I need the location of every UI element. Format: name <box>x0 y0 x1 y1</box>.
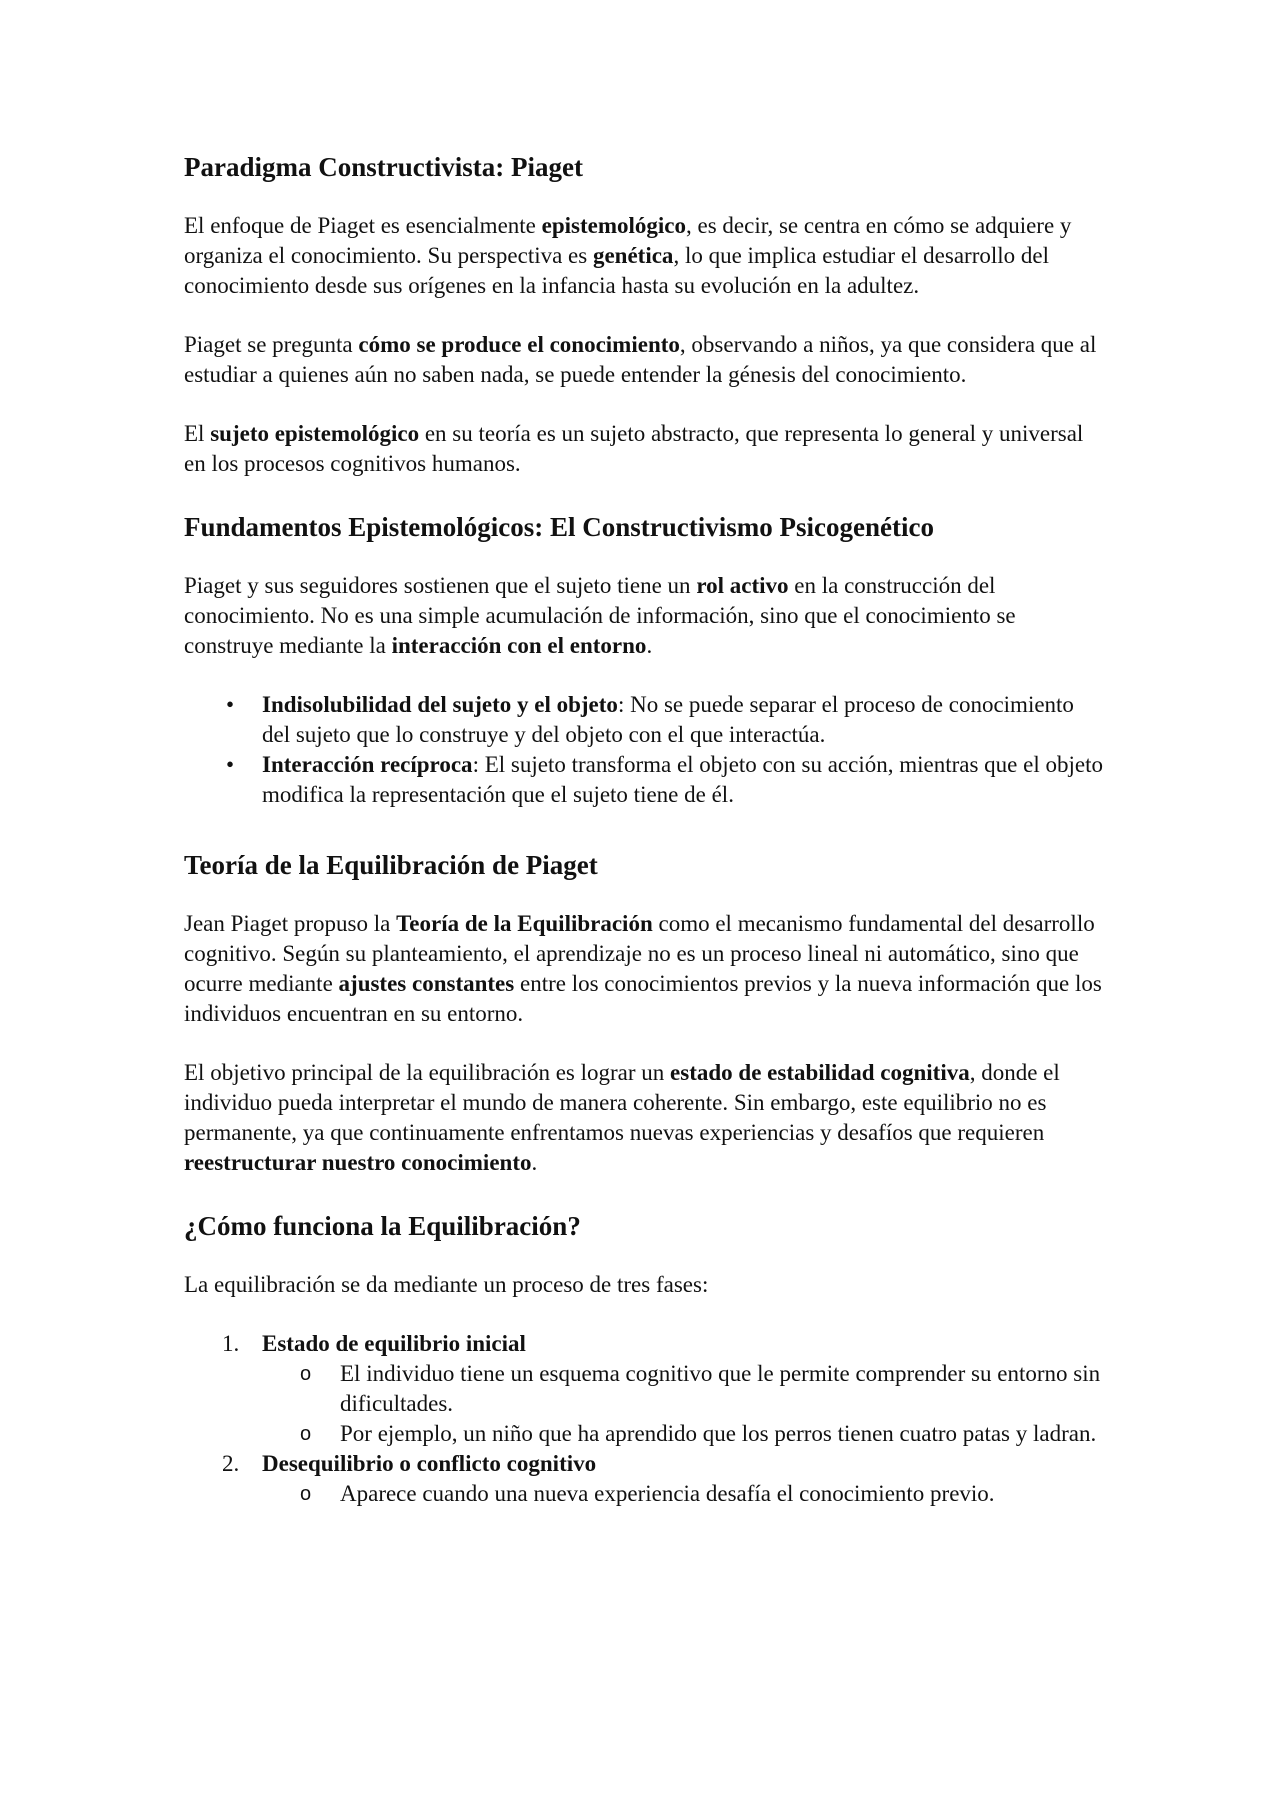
section-heading-como-funciona: ¿Cómo funciona la Equilibración? <box>184 1211 581 1241</box>
bullet-icon: • <box>226 692 235 717</box>
paragraph-intro-fases: La equilibración se da mediante un proceso de tres fases: <box>184 1272 709 1297</box>
sub-list-item: o Aparece cuando una nueva experiencia desafía el conocimiento previo. <box>262 1479 1104 1509</box>
bold-term: genética <box>592 243 674 268</box>
paragraph-enfoque: El enfoque de Piaget es esencialmente epistemológico, es decir, se centra en cómo se adquiere y organiza el conocimiento. Su perspectiva es genética, lo que implica estudiar el desarrollo del conocimiento desde sus orígenes en la infancia hasta su evolución en la adultez. <box>184 213 1072 298</box>
numbered-list <box>184 1329 1104 1509</box>
bold-term: sujeto epistemológico <box>210 421 420 446</box>
bullet-icon: • <box>226 752 235 777</box>
list-item: • Interacción recíproca: El sujeto transforma el objeto con su acción, mientras que el objeto modifica la representación que el sujeto tiene de él. <box>226 752 1103 807</box>
step-title: Estado de equilibrio inicial <box>262 1331 526 1356</box>
bold-term: estado de estabilidad cognitiva <box>670 1060 970 1085</box>
circle-bullet-icon: o <box>300 1423 312 1445</box>
bold-term: Teoría de la Equilibración <box>396 911 653 936</box>
circle-bullet-icon: o <box>300 1363 312 1385</box>
paragraph-rol-activo: Piaget y sus seguidores sostienen que el sujeto tiene un rol activo en la construcción del conocimiento. No es una simple acumulación de información, sino que el conocimiento se construye mediante la interacción con el entorno. <box>184 573 1016 658</box>
paragraph-teoria: Jean Piaget propuso la Teoría de la Equilibración como el mecanismo fundamental del desarrollo cognitivo. Según su planteamiento, el aprendizaje no es un proceso lineal ni automático, sino que ocurre mediante ajustes constantes entre los conocimientos previos y la nueva información que los individuos encuentran en su entorno. <box>184 911 1102 1026</box>
section-heading-equilibracion: Teoría de la Equilibración de Piaget <box>184 850 598 880</box>
paragraph-objetivo: El objetivo principal de la equilibración es lograr un estado de estabilidad cognitiva, donde el individuo pueda interpretar el mundo de manera coherente. Sin embargo, este equilibrio no es permanente, ya que continuamente enfrentamos nuevas experiencias y desafíos que requieren reestructurar nuestro conocimiento. <box>184 1060 1060 1175</box>
sub-list <box>262 1359 1104 1449</box>
section-heading-fundamentos: Fundamentos Epistemológicos: El Constructivismo Psicogenético <box>184 512 934 542</box>
list-number: 2. <box>222 1451 240 1476</box>
sub-list <box>262 1479 1104 1509</box>
bullet-list <box>184 690 1104 810</box>
sub-list-item: o Por ejemplo, un niño que ha aprendido que los perros tienen cuatro patas y ladran. <box>262 1419 1104 1449</box>
list-item: • Indisolubilidad del sujeto y el objeto: No se puede separar el proceso de conocimiento del sujeto que lo construye y del objeto con el que interactúa. <box>226 692 1074 747</box>
document-body <box>184 150 1104 1509</box>
list-item <box>184 1449 1104 1509</box>
bold-term: epistemológico <box>541 213 686 238</box>
step-title: Desequilibrio o conflicto cognitivo <box>262 1451 597 1476</box>
bold-term: cómo se produce el conocimiento <box>358 332 680 357</box>
paragraph-sujeto: El sujeto epistemológico en su teoría es un sujeto abstracto, que representa lo general y universal en los procesos cognitivos humanos. <box>184 421 1084 476</box>
bold-term: rol activo <box>696 573 789 598</box>
list-number: 1. <box>222 1331 240 1356</box>
bold-term: reestructurar nuestro conocimiento <box>184 1150 532 1175</box>
sub-list-item: o El individuo tiene un esquema cognitivo que le permite comprender su entorno sin dificultades. <box>300 1361 1101 1416</box>
circle-bullet-icon: o <box>300 1483 312 1505</box>
section-heading-paradigma: Paradigma Constructivista: Piaget <box>184 152 583 182</box>
list-item <box>184 1329 1104 1449</box>
bold-term: interacción con el entorno <box>391 633 647 658</box>
paragraph-pregunta: Piaget se pregunta cómo se produce el conocimiento, observando a niños, ya que considera que al estudiar a quienes aún no saben nada, se puede entender la génesis del conocimiento. <box>184 332 1097 387</box>
bold-term: ajustes constantes <box>338 971 515 996</box>
